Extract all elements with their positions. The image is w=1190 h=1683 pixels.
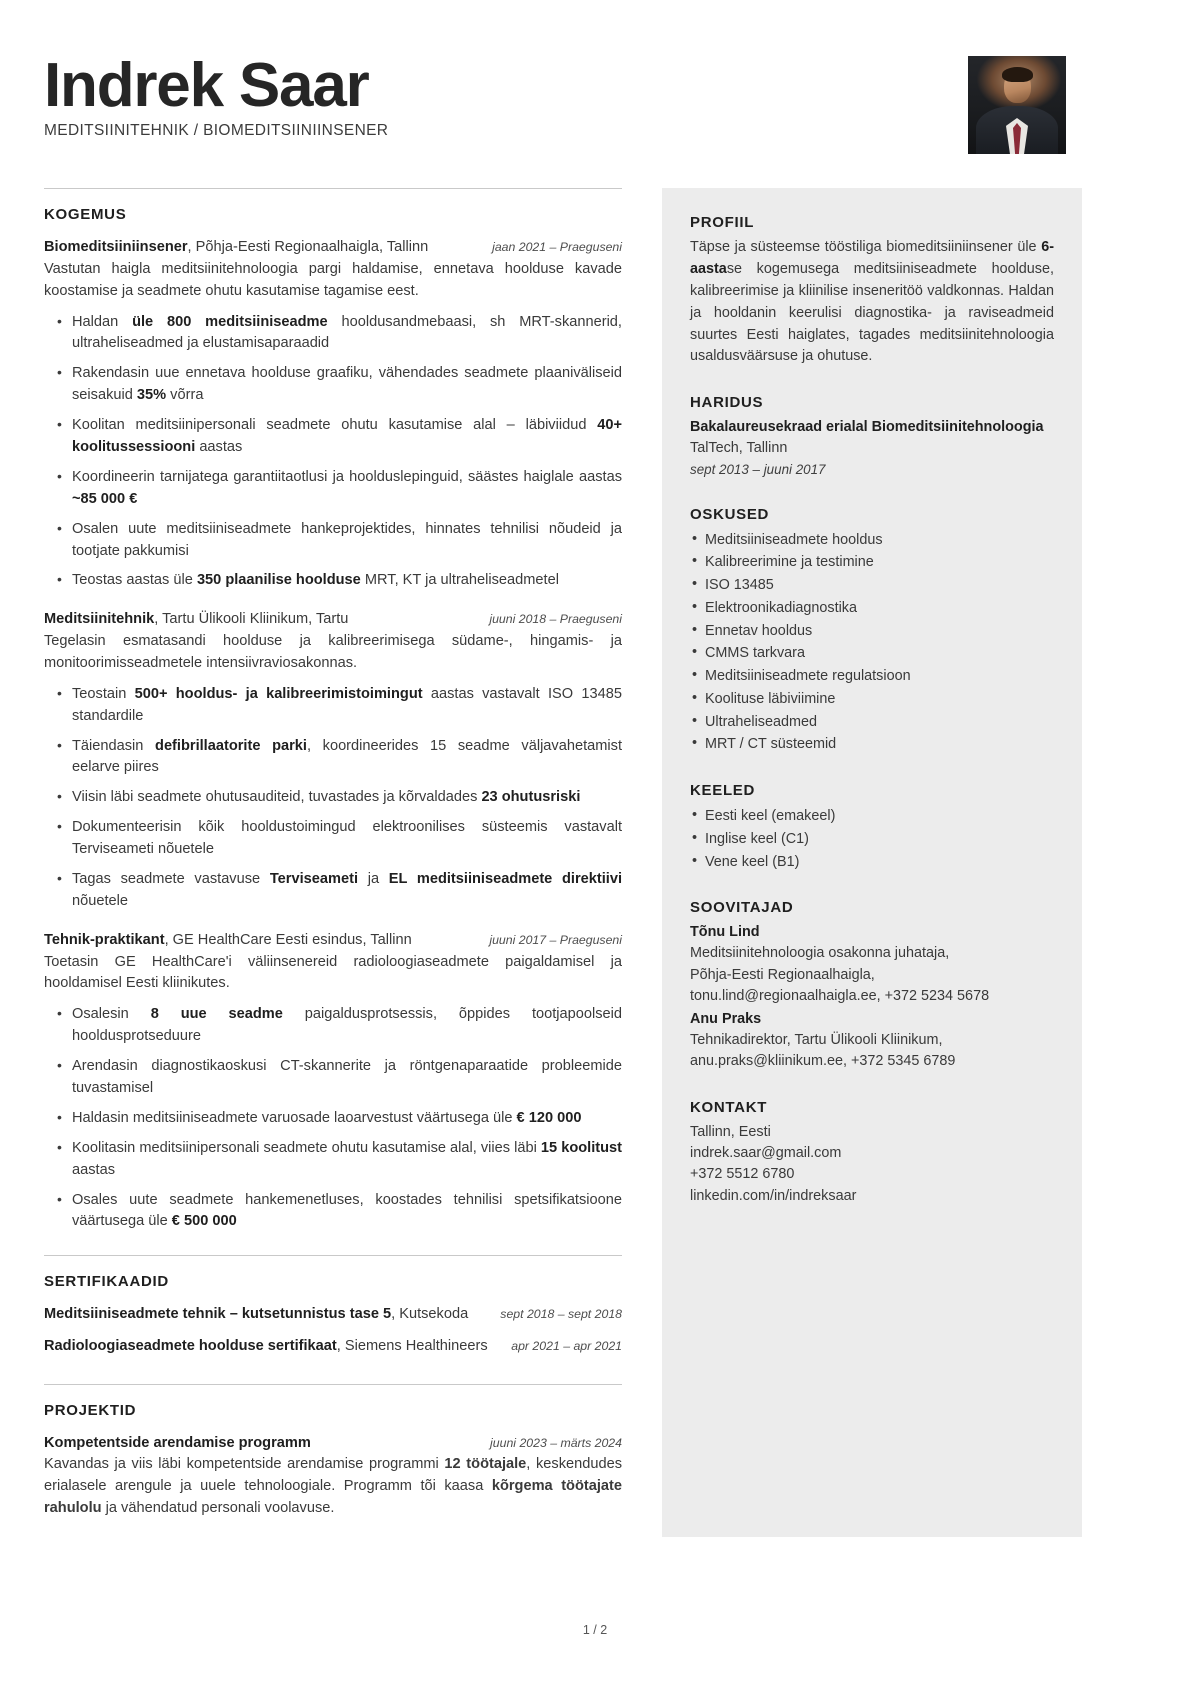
list-item: • ISO 13485 [690, 574, 1054, 597]
list-item: • Ultraheliseadmed [690, 711, 1054, 734]
sidebar-title-contact: KONTAKT [690, 1098, 768, 1116]
bullet-item: • Täiendasin defibrillaatorite parki, koordineerides 15 seadme väljavahetamist eelarve piires [44, 736, 622, 780]
entry-description: Toetasin GE HealthCare'i väliinsenereid radioloogiaseadmete paigaldamisel ja hooldamisel Eesti kliinikutes. [44, 953, 622, 992]
job-role: Tehnik-praktikant [44, 931, 165, 948]
bullet-item: • Viisin läbi seadmete ohutusauditeid, tuvastades ja kõrvaldades 23 ohutusriski [44, 787, 622, 809]
list-item: • Meditsiiniseadmete hooldus [690, 529, 1054, 552]
reference-item [690, 922, 1054, 1007]
certificate-titles [44, 1304, 488, 1325]
entry-header [44, 609, 622, 630]
list-item: • Koolituse läbiviimine [690, 688, 1054, 711]
avatar [968, 56, 1066, 154]
reference-detail-lines [690, 1030, 1054, 1073]
section-certificates [44, 1255, 622, 1357]
entry-bullets [44, 312, 622, 593]
entry-titles [44, 930, 477, 951]
reference-detail-lines [690, 943, 1054, 1007]
bullet-item: • Osales uute seadmete hankemenetluses, koostades tehnilisi spetsifikatsioone väärtusega üle € 500 000 [44, 1190, 622, 1234]
main-column [44, 188, 640, 1537]
page-number: 1 / 2 [582, 1623, 608, 1637]
bullet-item: • Koolitan meditsiinipersonali seadmete ohutu kasutamise alal – läbiviidud 40+ koolitussessiooni aastas [44, 415, 622, 459]
sidebar-section-languages [690, 782, 1054, 873]
project-date: juuni 2023 – märts 2024 [490, 1435, 622, 1450]
contact-lines [690, 1122, 1054, 1207]
sidebar-title-education: HARIDUS [690, 394, 764, 412]
bullet-item: • Haldasin meditsiiniseadmete varuosade laoarvestust väärtusega üle € 120 000 [44, 1108, 622, 1130]
certificate-date: sept 2018 – sept 2018 [500, 1307, 622, 1322]
experience-entry [44, 930, 622, 1234]
entry-date: juuni 2018 – Praeguseni [489, 612, 622, 627]
project-entry [44, 1433, 622, 1520]
section-title-certificates: SERTIFIKAADID [44, 1273, 169, 1291]
bullet-item: • Teostas aastas üle 350 plaanilise hoolduse MRT, KT ja ultraheliseadmetel [44, 570, 622, 592]
entry-header [44, 237, 622, 258]
list-item: • Elektroonikadiagnostika [690, 597, 1054, 620]
education-date: sept 2013 – juuni 2017 [690, 461, 826, 477]
experience-entry [44, 609, 622, 913]
content-columns [44, 188, 1146, 1537]
education-degree: Bakalaureusekraad erialal Biomeditsiinitehnoloogia [690, 419, 1044, 436]
project-description: Kavandas ja viis läbi kompetentside arendamise programmi 12 töötajale, keskendudes erialasele arengule ja uuele tehnoloogiale. Programm tõi kaasa kõrgema töötajate rahulolu ja vähendatud personali voolavuse. [44, 1456, 623, 1517]
certificate-date: apr 2021 – apr 2021 [511, 1339, 622, 1354]
certificate-titles [44, 1336, 499, 1357]
avatar-hair [1002, 67, 1033, 82]
text-line: Põhja-Eesti Regionaalhaigla, [690, 966, 875, 983]
header-text-block [44, 42, 388, 140]
certificate-row [44, 1336, 622, 1357]
job-subtitle: MEDITSIINITEHNIK / BIOMEDITSIINIINSENER [44, 122, 389, 140]
entry-header [44, 1433, 622, 1454]
bullet-item: • Tagas seadmete vastavuse Terviseameti ja EL meditsiiniseadmete direktiivi nõuetele [44, 869, 622, 913]
text-line: Tallinn, Eesti [690, 1123, 771, 1140]
entry-titles [44, 237, 480, 258]
sidebar-section-profile [690, 214, 1054, 368]
entry-date: juuni 2017 – Praeguseni [489, 932, 622, 947]
entry-description: Tegelasin esmatasandi hoolduse ja kalibreerimisega südame-, hingamis- ja monitoorimisseadmetele intensiivraviosakonnas. [44, 633, 622, 671]
text-line: anu.praks@kliinikum.ee, +372 5345 6789 [690, 1053, 956, 1070]
bullet-item: • Rakendasin uue ennetava hoolduse graafiku, vähendades seadmete plaaniväliseid seisakuid 35% võrra [44, 363, 622, 407]
list-item: • Kalibreerimine ja testimine [690, 551, 1054, 574]
job-company: , GE HealthCare Eesti esindus, Tallinn [164, 931, 412, 948]
certificate-issuer: , Kutsekoda [391, 1306, 469, 1323]
sidebar-title-languages: KEELED [690, 782, 756, 800]
bullet-item: • Koolitasin meditsiinipersonali seadmete ohutu kasutamise alal, viies läbi 15 koolitust aastas [44, 1138, 622, 1182]
job-role: Meditsiinitehnik [44, 611, 155, 628]
reference-name: Tõnu Lind [690, 924, 760, 941]
bullet-item: • Osalesin 8 uue seadme paigaldusprotsessis, õppides tootjapoolseid hooldusprotseduure [44, 1004, 622, 1048]
certificate-row [44, 1304, 622, 1325]
list-item: • MRT / CT süsteemid [690, 733, 1054, 756]
text-line: +372 5512 6780 [690, 1166, 795, 1183]
divider [44, 188, 622, 189]
reference-name: Anu Praks [690, 1011, 762, 1028]
bullet-item: • Koordineerin tarnijatega garantiitaotlusi ja hoolduslepinguid, säästes haiglale aastas ~85 000 € [44, 467, 622, 511]
bullet-item: • Osalen uute meditsiiniseadmete hankeprojektides, hinnates tehnilisi nõudeid ja tootjate pakkumisi [44, 519, 622, 563]
job-company: , Põhja-Eesti Regionaalhaigla, Tallinn [187, 239, 429, 255]
list-item: • Eesti keel (emakeel) [690, 805, 1054, 828]
job-role: Biomeditsiiniinsener [44, 239, 188, 255]
list-item: • Meditsiiniseadmete regulatsioon [690, 665, 1054, 688]
sidebar-title-profile: PROFIIL [690, 214, 755, 231]
bullet-item: • Dokumenteerisin kõik hooldustoimingud elektroonilises süsteemis vastavalt Terviseameti nõuetele [44, 817, 622, 861]
entry-date: jaan 2021 – Praeguseni [492, 240, 622, 254]
entry-bullets [44, 684, 622, 913]
sidebar [662, 188, 1082, 1537]
text-line: tonu.lind@regionaalhaigla.ee, +372 5234 5678 [690, 987, 990, 1004]
profile-text: Täpse ja süsteemse tööstiliga biomeditsiiniinsener üle 6-aastase kogemusega meditsiiniseadmete hoolduse, kalibreerimise ja kliinilise inseneritöö valdkonnas. Haldan ja hooldanin keerulisi diagnostika- ja raviseadmeid suurtes Eesti haiglates, tagades meditsiinitehnoloogia usaldusväärsuse ja ohutuse. [690, 239, 1054, 365]
entry-titles [44, 609, 477, 630]
job-company: , Tartu Ülikooli Kliinikum, Tartu [154, 611, 349, 628]
resume-header [44, 42, 1146, 172]
section-title-experience: KOGEMUS [44, 206, 127, 223]
section-projects [44, 1384, 622, 1520]
project-titles [44, 1433, 478, 1454]
page-title: Indrek Saar [44, 51, 369, 120]
reference-item [690, 1009, 1054, 1073]
divider [44, 1384, 622, 1385]
entry-description: Vastutan haigla meditsiinitehnoloogia pargi haldamise, ennetava hoolduse kavade koostamise ja seadmete ohutu kasutamise tagamise eest. [44, 260, 622, 299]
text-line: Tehnikadirektor, Tartu Ülikooli Kliinikum, [690, 1032, 943, 1049]
entry-header [44, 930, 622, 951]
sidebar-title-skills: OSKUSED [690, 505, 770, 523]
list-item: • Ennetav hooldus [690, 620, 1054, 643]
sidebar-title-references: SOOVITAJAD [690, 899, 794, 917]
section-experience [44, 188, 622, 1233]
project-name: Kompetentside arendamise programm [44, 1434, 311, 1451]
skills-list [690, 529, 1054, 757]
sidebar-section-references [690, 899, 1054, 1072]
certificate-name: Radioloogiaseadmete hoolduse sertifikaat [44, 1338, 337, 1355]
list-item: • Vene keel (B1) [690, 851, 1054, 874]
divider [44, 1255, 622, 1256]
text-line: Meditsiinitehnoloogia osakonna juhataja, [690, 945, 950, 962]
languages-list [690, 805, 1054, 873]
entry-bullets [44, 1004, 622, 1233]
certificate-name: Meditsiiniseadmete tehnik – kutsetunnistus tase 5 [44, 1306, 392, 1323]
bullet-item: • Arendasin diagnostikaoskusi CT-skannerite ja röntgenaparaatide probleemide tuvastamisel [44, 1056, 622, 1100]
section-title-projects: PROJEKTID [44, 1401, 137, 1419]
certificate-issuer: , Siemens Healthineers [336, 1338, 488, 1355]
bullet-item: • Teostain 500+ hooldus- ja kalibreerimistoimingut aastas vastavalt ISO 13485 standardile [44, 684, 622, 728]
experience-entry [44, 237, 622, 592]
text-line: indrek.saar@gmail.com [690, 1145, 842, 1162]
list-item: • CMMS tarkvara [690, 642, 1054, 665]
education-school: TalTech, Tallinn [690, 440, 788, 457]
sidebar-section-skills [690, 506, 1054, 757]
sidebar-section-contact [690, 1099, 1054, 1207]
text-line: linkedin.com/in/indreksaar [690, 1187, 857, 1204]
list-item: • Inglise keel (C1) [690, 828, 1054, 851]
sidebar-section-education [690, 394, 1054, 479]
bullet-item: • Haldan üle 800 meditsiiniseadme hooldusandmebaasi, sh MRT-skannerid, ultraheliseadmed ja elustamisaparaadid [44, 312, 622, 356]
